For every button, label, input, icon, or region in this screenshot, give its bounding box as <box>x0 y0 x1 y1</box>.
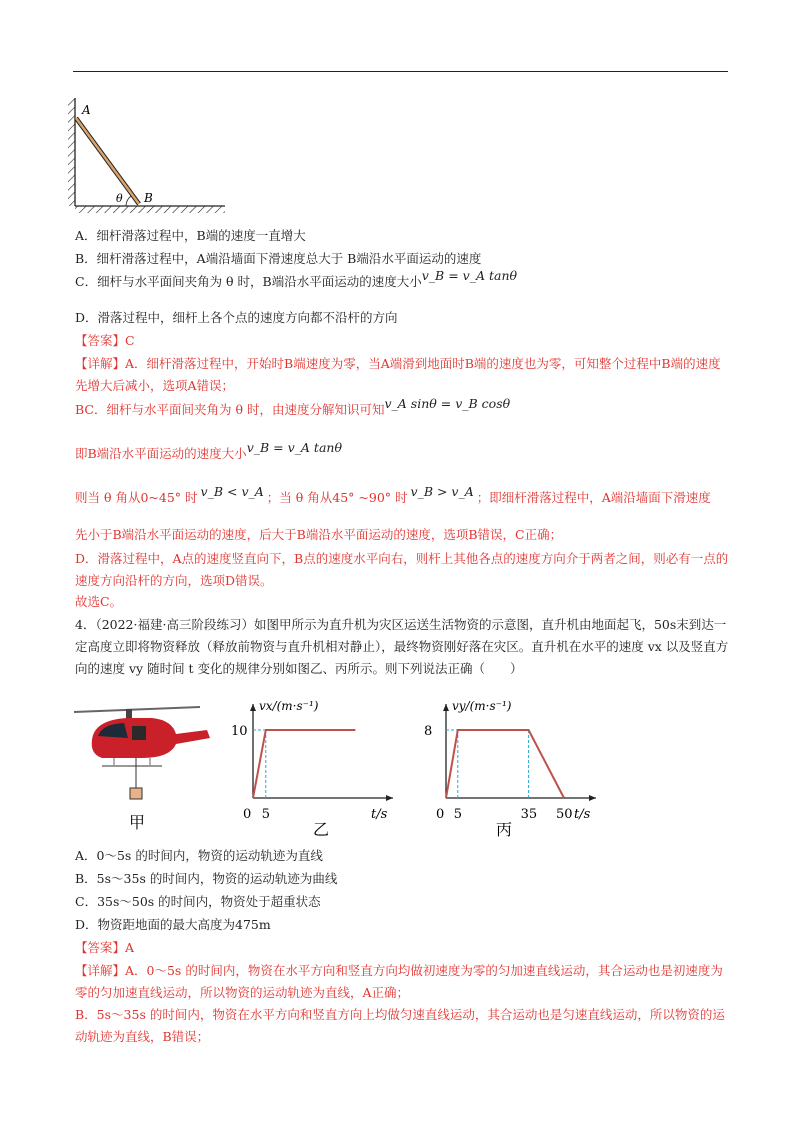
helicopter-figure <box>72 700 212 834</box>
q4-answer: 【答案】A <box>75 940 135 955</box>
wall-hatch <box>68 98 75 206</box>
q3-detail-2-formula: v_A sinθ = v_B cosθ <box>384 396 511 411</box>
rod-fill <box>76 118 139 204</box>
label-theta: θ <box>116 192 123 205</box>
q3-detail-2-text: BC．细杆与水平面间夹角为 θ 时，由速度分解知识可知 <box>75 402 385 417</box>
q3-option-c <box>75 268 518 290</box>
q3-detail-2 <box>75 396 511 418</box>
x-tick-5: 5 <box>453 807 463 822</box>
vx-chart <box>225 690 400 840</box>
theta-arc <box>126 196 131 206</box>
rod-wall-figure <box>64 92 234 214</box>
q3-detail-4-f1: v_B < v_A <box>200 484 264 499</box>
q3-detail-3-text: 即B端沿水平面运动的速度大小 <box>75 446 247 461</box>
x-tick-0: 0 <box>436 807 445 822</box>
q3-answer: 【答案】C <box>75 333 135 348</box>
series-line <box>446 730 564 798</box>
q3-conclusion: 故选C。 <box>75 594 123 609</box>
header-rule <box>73 71 728 72</box>
q3-option-c-text: C．细杆与水平面间夹角为 θ 时，B端沿水平面运动的速度大小 <box>75 274 422 289</box>
q4-option-b: B．5s～35s 的时间内，物资的运动轨迹为曲线 <box>75 871 338 886</box>
q3-option-d: D．滑落过程中，细杆上各个点的速度方向都不沿杆的方向 <box>75 310 398 325</box>
x-tick-5: 5 <box>261 807 271 822</box>
y-tick-8: 8 <box>424 724 433 739</box>
x-tick-0: 0 <box>243 807 252 822</box>
chart-title: 乙 <box>313 820 330 839</box>
q3-detail-4-b: ；当 θ 角从45° ~90° 时 <box>266 490 408 505</box>
x-tick-35: 35 <box>520 807 538 822</box>
label-jia: 甲 <box>129 813 146 832</box>
q4-option-c: C．35s～50s 的时间内，物资处于超重状态 <box>75 894 321 909</box>
q4-detail-2: B．5s～35s 的时间内，物资在水平方向和竖直方向上均做匀速直线运动，其合运动也是匀速直线运动，所以物资的运动轨迹为直线，B错误； <box>75 1007 725 1044</box>
rotor-mast <box>126 709 132 719</box>
q3-detail-3 <box>75 440 342 462</box>
x-axis-label: t/s <box>574 807 591 822</box>
q4-stem: 4．（2022·福建·高三阶段练习）如图甲所示为直升机为灾区运送生活物资的示意图，直升机由地面起飞，50s末到达一定高度立即将物资释放（释放前物资与直升机相对静止），最终物资刚好落在灾区。直升机在水平的速度 vx 以及竖直方向的速度 vy 随时间 t 变化的规律分别如图乙、丙所示。则下列说法正确（ ） <box>75 617 729 676</box>
q3-detail-6: D．滑落过程中，A点的速度竖直向下，B点的速度水平向右，则杆上其他各点的速度方向介于两者之间，则必有一点的速度方向沿杆的方向，选项D错误。 <box>75 551 729 588</box>
q3-detail-4-c: ；即细杆滑落过程中，A端沿墙面下滑速度 <box>476 490 711 505</box>
label-B: B <box>144 191 153 205</box>
cabin-window <box>132 726 146 740</box>
ground-hatch <box>75 206 225 213</box>
y-axis-label: vy/(m·s⁻¹) <box>452 699 512 713</box>
chart-title: 丙 <box>496 820 513 839</box>
cargo-box <box>130 788 142 799</box>
label-A: A <box>82 103 91 117</box>
q4-detail-1: 【详解】A．0～5s 的时间内，物资在水平方向和竖直方向均做初速度为零的匀加速直线运动，其合运动也是初速度为零的匀加速直线运动，所以物资的运动轨迹为直线，A正确； <box>75 963 723 1000</box>
helicopter-body <box>92 718 210 758</box>
q3-option-b: B．细杆滑落过程中，A端沿墙面下滑速度总大于 B端沿水平面运动的速度 <box>75 251 482 266</box>
y-axis-label: vx/(m·s⁻¹) <box>259 699 319 713</box>
q3-detail-3-formula: v_B = v_A tanθ <box>246 440 342 455</box>
q3-option-c-formula: v_B = v_A tanθ <box>421 268 518 283</box>
q3-option-a: A．细杆滑落过程中，B端的速度一直增大 <box>75 228 306 243</box>
q3-detail-5: 先小于B端沿水平面运动的速度，后大于B端沿水平面运动的速度，选项B错误，C正确； <box>75 527 563 542</box>
y-axis-arrow <box>443 704 449 711</box>
q3-detail-4 <box>75 484 711 506</box>
q3-detail-4-f2: v_B > v_A <box>410 484 474 499</box>
x-axis-arrow <box>386 795 393 801</box>
q3-detail-4-a: 则当 θ 角从0~45° 时 <box>75 490 198 505</box>
series-line <box>253 730 355 798</box>
vy-chart <box>418 690 603 840</box>
q4-option-d: D．物资距地面的最大高度为475m <box>75 917 271 932</box>
x-tick-50: 50 <box>556 807 573 822</box>
y-axis-arrow <box>250 704 256 711</box>
rotor-blade <box>74 707 200 712</box>
x-axis-label: t/s <box>371 807 388 822</box>
q4-option-a: A．0～5s 的时间内，物资的运动轨迹为直线 <box>75 848 323 863</box>
q3-detail-1: 【详解】A．细杆滑落过程中，开始时B端速度为零，当A端滑到地面时B端的速度也为零，可知整个过程中B端的速度先增大后减小，选项A错误； <box>75 356 721 393</box>
y-tick-10: 10 <box>231 724 248 739</box>
x-axis-arrow <box>589 795 596 801</box>
